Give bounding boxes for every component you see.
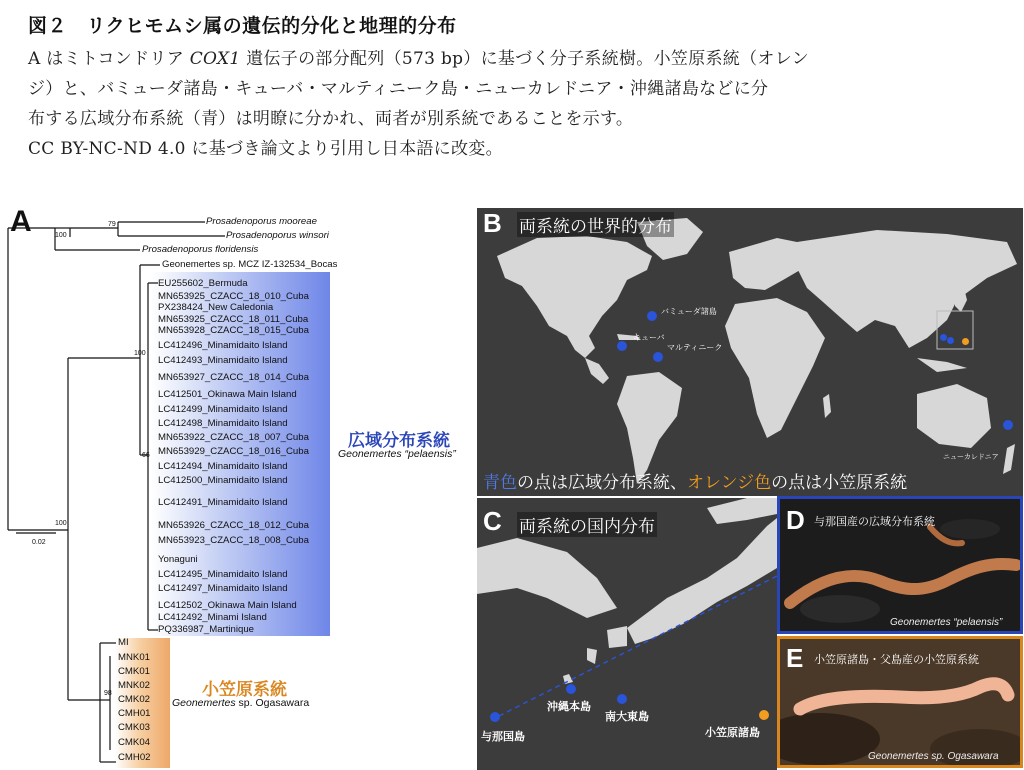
label-yonaguni: 与那国島 — [481, 731, 525, 743]
tree-leaf-blue: EU255602_Bermuda — [158, 278, 248, 289]
tree-leaf-blue: MN653922_CZACC_18_007_Cuba — [158, 432, 309, 443]
tree-leaf-orange: CMK02 — [118, 694, 150, 705]
legend-orange-word: オレンジ色 — [687, 473, 772, 492]
tree-leaf-blue: MN653929_CZACC_18_016_Cuba — [158, 446, 309, 457]
tree-leaf-blue: LC412501_Okinawa Main Island — [158, 389, 297, 400]
tree-leaf-blue: Yonaguni — [158, 554, 198, 565]
panel-d-title: 与那国産の広域分布系統 — [814, 516, 935, 528]
map-dot-cuba — [617, 341, 627, 351]
map-dot-newcaledonia — [1003, 420, 1013, 430]
map-dot-martinique — [653, 352, 663, 362]
label-newcaledonia: ニューカレドニア — [943, 454, 999, 461]
panel-c-japan-map — [477, 496, 777, 770]
map-dot-minamidaito — [617, 694, 627, 704]
panel-d-letter: D — [786, 505, 805, 535]
tree-leaf-blue: LC412495_Minamidaito Island — [158, 569, 288, 580]
map-dot-ogasawara — [962, 338, 969, 345]
bootstrap-value: 79 — [108, 221, 116, 228]
label-bermuda: バミューダ諸島 — [661, 307, 717, 316]
tree-leaf-blue: MN653927_CZACC_18_014_Cuba — [158, 372, 309, 383]
tree-leaf-blue: PQ336987_Martinique — [158, 624, 255, 635]
bootstrap-value: 98 — [104, 690, 112, 697]
tree-leaf-blue: LC412502_Okinawa Main Island — [158, 600, 297, 611]
figure-title: 図２ リクヒモムシ属の遺伝的分化と地理的分布 — [28, 15, 457, 37]
tree-leaf-blue: LC412494_Minamidaito Island — [158, 461, 288, 472]
caption-line-4: CC BY-NC-ND 4.0 に基づき論文より引用し日本語に改変。 — [28, 139, 503, 159]
bootstrap-value: 100 — [134, 350, 146, 357]
label-ogasawara: 小笠原諸島 — [705, 727, 760, 739]
tree-leaf-blue: LC412497_Minamidaito Island — [158, 583, 288, 594]
panel-a-letter: A — [10, 205, 32, 238]
panel-d-species: Geonemertes “pelaensis” — [890, 617, 1003, 628]
label-martinique: マルティニーク — [667, 343, 723, 352]
tree-leaf-orange: MNK02 — [118, 680, 150, 691]
panel-e-title: 小笠原諸島・父島産の小笠原系統 — [814, 654, 979, 666]
tree-leaf-orange: MI — [118, 637, 129, 648]
map-dot-okinawa-main — [566, 684, 576, 694]
blue-group-label: 広域分布系統 — [348, 431, 450, 450]
tree-leaf-blue: LC412492_Minami Island — [158, 612, 267, 623]
tree-leaf-orange: CMH01 — [118, 708, 151, 719]
map-dot-ogasawara-c — [759, 710, 769, 720]
bootstrap-value: 100 — [55, 232, 67, 239]
label-minamidaito: 南大東島 — [605, 711, 649, 723]
panel-e-photo — [777, 636, 1023, 768]
panel-b-letter: B — [483, 208, 502, 238]
caption-line-1-post: 遺伝子の部分配列（573 bp）に基づく分子系統樹。小笠原系統（オレン — [240, 49, 809, 69]
caption-gene-name: COX1 — [189, 49, 241, 69]
panel-d-photo — [777, 496, 1023, 634]
panel-c-letter: C — [483, 506, 502, 536]
panel-c-title: 両系統の国内分布 — [517, 512, 657, 537]
panel-b-legend — [483, 468, 907, 493]
blue-group-species: Geonemertes “pelaensis” — [338, 448, 456, 460]
orange-group-label: 小笠原系統 — [202, 680, 287, 699]
map-dot-bermuda — [647, 311, 657, 321]
tree-leaf-blue: LC412500_Minamidaito Island — [158, 475, 288, 486]
panel-b-title: 両系統の世界的分布 — [517, 212, 674, 237]
tree-leaf-orange: CMH02 — [118, 752, 151, 763]
tree-leaf-blue: MN653925_CZACC_18_010_Cuba — [158, 291, 309, 302]
tree-leaf-blue: MN653926_CZACC_18_012_Cuba — [158, 520, 309, 531]
panel-e-letter: E — [786, 643, 804, 673]
orange-group-species: Geonemertes sp. Ogasawara — [172, 697, 310, 709]
tree-leaf-orange: CMK01 — [118, 666, 150, 677]
tree-leaf-outgroup: Prosadenoporus floridensis — [142, 244, 259, 255]
legend-blue-word: 青色 — [483, 473, 517, 492]
label-cuba: キューバ — [633, 333, 665, 342]
caption-line-1 — [28, 44, 998, 74]
tree-leaf-outgroup: Prosadenoporus winsori — [226, 230, 329, 241]
bootstrap-value: 66 — [142, 452, 150, 459]
bootstrap-value: 100 — [55, 520, 67, 527]
legend-text-1: の点は広域分布系統、 — [517, 473, 687, 492]
tree-leaf-outgroup: Prosadenoporus mooreae — [206, 216, 317, 227]
scale-bar-label: 0.02 — [32, 539, 46, 546]
tree-leaf-blue: LC412496_Minamidaito Island — [158, 340, 288, 351]
caption-line-1-pre: A はミトコンドリア — [28, 49, 190, 69]
tree-leaf-blue: LC412499_Minamidaito Island — [158, 404, 288, 415]
map-dot-daito — [947, 337, 954, 344]
figure-caption — [28, 12, 998, 164]
tree-leaf-blue: LC412498_Minamidaito Island — [158, 418, 288, 429]
world-map-svg — [477, 208, 1023, 496]
legend-text-2: の点は小笠原系統 — [771, 473, 908, 492]
panel-b-world-map — [477, 208, 1023, 496]
tree-leaf-orange: MNK01 — [118, 652, 150, 663]
map-dot-okinawa — [940, 334, 947, 341]
tree-leaf-blue: MN653923_CZACC_18_008_Cuba — [158, 535, 309, 546]
map-dot-yonaguni — [490, 712, 500, 722]
tree-leaf-orange: CMK03 — [118, 722, 150, 733]
caption-line-3: 布する広域分布系統（青）は明瞭に分かれ、両者が別系統であることを示す。 — [28, 109, 634, 129]
label-okinawa: 沖縄本島 — [547, 701, 591, 713]
tree-leaf-blue: LC412493_Minamidaito Island — [158, 355, 288, 366]
panel-e-species: Geonemertes sp. Ogasawara — [868, 751, 999, 762]
tree-leaf-blue: MN653925_CZACC_18_011_Cuba — [158, 314, 309, 325]
tree-leaf-blue: LC412491_Minamidaito Island — [158, 497, 288, 508]
tree-leaf-orange: CMK04 — [118, 737, 150, 748]
caption-line-2: ジ）と、バミューダ諸島・キューバ・マルティニーク島・ニューカレドニア・沖縄諸島などに分 — [28, 79, 769, 99]
tree-leaf-blue: MN653928_CZACC_18_015_Cuba — [158, 325, 309, 336]
tree-leaf-blue: PX238424_New Caledonia — [158, 302, 274, 313]
tree-leaf-outgroup: Geonemertes sp. MCZ IZ-132534_Bocas — [162, 259, 338, 270]
